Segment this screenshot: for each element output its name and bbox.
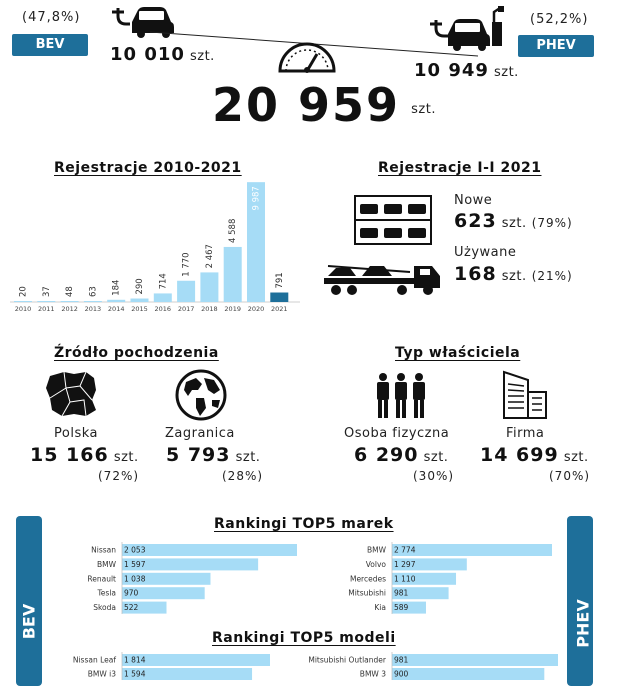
bev-unit: szt. (189, 49, 215, 64)
x-tick-label: 2017 (177, 305, 195, 313)
bev-side-label: BEV (19, 603, 39, 640)
used-pct: (21%) (531, 269, 573, 283)
used-row (454, 263, 573, 285)
bar-bmw (392, 544, 552, 556)
bar-value-label: 1 597 (124, 559, 146, 569)
bar-2018 (200, 272, 218, 302)
bar-value-label: 2 053 (124, 545, 146, 555)
owner-title: Typ właściciela (395, 345, 521, 361)
x-tick-label: 2016 (154, 305, 172, 313)
category-label: Renault (87, 574, 116, 584)
bar-value-label: 290 (135, 278, 145, 295)
bar-value-label: 20 (18, 286, 29, 297)
bar-value-label: 522 (124, 603, 139, 613)
person-row (354, 444, 448, 466)
bar-bmw-3 (392, 668, 544, 680)
bar-value-label: 2 467 (204, 244, 215, 269)
phev-side-label: PHEV (573, 599, 593, 648)
plug-in-hybrid-car-icon (428, 6, 508, 54)
new-row (454, 210, 573, 232)
phev-unit: szt. (493, 65, 519, 80)
new-pct: (79%) (531, 216, 573, 230)
category-label: BMW (96, 559, 116, 569)
bar-2013 (84, 301, 102, 302)
abroad-unit: szt. (235, 450, 261, 465)
poland-label: Polska (54, 426, 98, 441)
bar-value-label: 1 594 (124, 669, 146, 679)
phev-brands-chart (300, 542, 560, 618)
x-tick-label: 2020 (247, 305, 265, 313)
speedometer-icon (276, 40, 338, 74)
bar-2014 (107, 300, 125, 302)
abroad-row (166, 444, 260, 466)
poland-map-icon (44, 368, 100, 420)
used-label: Używane (454, 245, 517, 260)
brands-ranking-title: Rankingi TOP5 marek (214, 516, 394, 532)
bar-2010 (14, 301, 32, 302)
x-tick-label: 2011 (38, 305, 55, 313)
company-count: 14 699 (480, 444, 559, 466)
bev-percentage: (47,8%) (22, 10, 81, 25)
category-label: Tesla (97, 588, 116, 598)
bar-value-label: 714 (158, 273, 169, 290)
phev-side-band (567, 516, 593, 686)
person-unit: szt. (423, 450, 449, 465)
poland-pct: (72%) (98, 469, 140, 483)
category-label: Mitsubishi (348, 588, 386, 598)
abroad-count: 5 793 (166, 444, 231, 466)
car-transporter-icon (322, 258, 442, 298)
bar-2021 (270, 293, 288, 302)
category-label: Kia (374, 603, 386, 613)
new-count: 623 (454, 210, 497, 232)
category-label: BMW 3 (359, 669, 386, 679)
origin-title: Źródło pochodzenia (54, 345, 219, 361)
person-pct: (30%) (413, 469, 455, 483)
phev-count: 10 949 (414, 60, 489, 81)
abroad-label: Zagranica (165, 426, 235, 441)
total-count: 20 959 (212, 78, 401, 132)
company-unit: szt. (563, 450, 589, 465)
phev-percentage: (52,2%) (530, 12, 589, 27)
phev-badge: PHEV (518, 35, 594, 57)
category-label: Volvo (365, 559, 386, 569)
poland-row (30, 444, 139, 466)
person-label: Osoba fizyczna (344, 426, 450, 441)
registrations-bar-chart (10, 178, 304, 318)
abroad-pct: (28%) (222, 469, 264, 483)
registrations-chart-title: Rejestracje 2010-2021 (54, 160, 242, 176)
people-group-icon (374, 372, 428, 420)
company-pct: (70%) (549, 469, 591, 483)
bar-value-label: 1 297 (394, 559, 416, 569)
used-count: 168 (454, 263, 497, 285)
globe-icon (174, 368, 228, 422)
bar-value-label: 981 (394, 588, 409, 598)
company-label: Firma (506, 426, 545, 441)
bar-nissan (122, 544, 297, 556)
category-label: Skoda (93, 603, 116, 613)
bar-value-label: 791 (274, 272, 285, 289)
bar-value-label: 9 987 (251, 186, 262, 211)
category-label: BMW i3 (87, 669, 116, 679)
used-unit: szt. (501, 269, 527, 284)
bev-count: 10 010 (110, 44, 185, 65)
bev-badge: BEV (12, 34, 88, 56)
bar-2012 (61, 301, 79, 302)
bar-value-label: 1 110 (394, 574, 416, 584)
category-label: BMW (366, 545, 386, 555)
bar-value-label: 900 (394, 669, 409, 679)
company-row (480, 444, 589, 466)
bar-2019 (224, 247, 242, 302)
x-tick-label: 2018 (201, 305, 218, 313)
new-label: Nowe (454, 193, 493, 208)
bar-value-label: 1 814 (124, 655, 146, 665)
x-tick-label: 2013 (84, 305, 102, 313)
bar-value-label: 1 770 (181, 252, 192, 277)
bar-value-label: 184 (111, 279, 122, 296)
x-tick-label: 2010 (14, 305, 32, 313)
office-building-icon (502, 370, 548, 420)
bar-value-label: 37 (41, 286, 52, 297)
parking-garage-icon (354, 195, 432, 245)
category-label: Nissan Leaf (72, 655, 116, 665)
bar-2017 (177, 281, 195, 302)
bev-brands-chart (50, 542, 300, 618)
bar-2016 (154, 293, 172, 302)
bar-2015 (131, 299, 149, 302)
bar-value-label: 1 038 (124, 574, 146, 584)
bar-mitsubishi-outlander (392, 654, 558, 666)
bar-value-label: 970 (124, 588, 139, 598)
x-tick-label: 2012 (61, 305, 78, 313)
category-label: Mercedes (349, 574, 386, 584)
bev-models-chart (50, 652, 300, 680)
total-row (212, 78, 436, 132)
new-unit: szt. (501, 216, 527, 231)
x-tick-label: 2019 (224, 305, 241, 313)
poland-count: 15 166 (30, 444, 109, 466)
poland-unit: szt. (113, 450, 139, 465)
x-tick-label: 2015 (131, 305, 148, 313)
bar-2011 (37, 301, 55, 302)
total-unit: szt. (411, 102, 436, 117)
category-label: Mitsubishi Outlander (308, 655, 386, 665)
bar-value-label: 2 774 (394, 545, 416, 555)
bar-value-label: 589 (394, 603, 409, 613)
person-count: 6 290 (354, 444, 419, 466)
category-label: Nissan (91, 545, 116, 555)
phev-models-chart (300, 652, 560, 680)
jan-2021-title: Rejestracje I-I 2021 (378, 160, 542, 176)
bar-value-label: 48 (65, 286, 76, 297)
x-tick-label: 2021 (271, 305, 288, 313)
bar-value-label: 981 (394, 655, 409, 665)
bar-value-label: 63 (88, 286, 99, 297)
models-ranking-title: Rankingi TOP5 modeli (212, 630, 396, 646)
bev-side-band (16, 516, 42, 686)
bar-value-label: 4 588 (228, 218, 239, 243)
x-tick-label: 2014 (107, 305, 125, 313)
